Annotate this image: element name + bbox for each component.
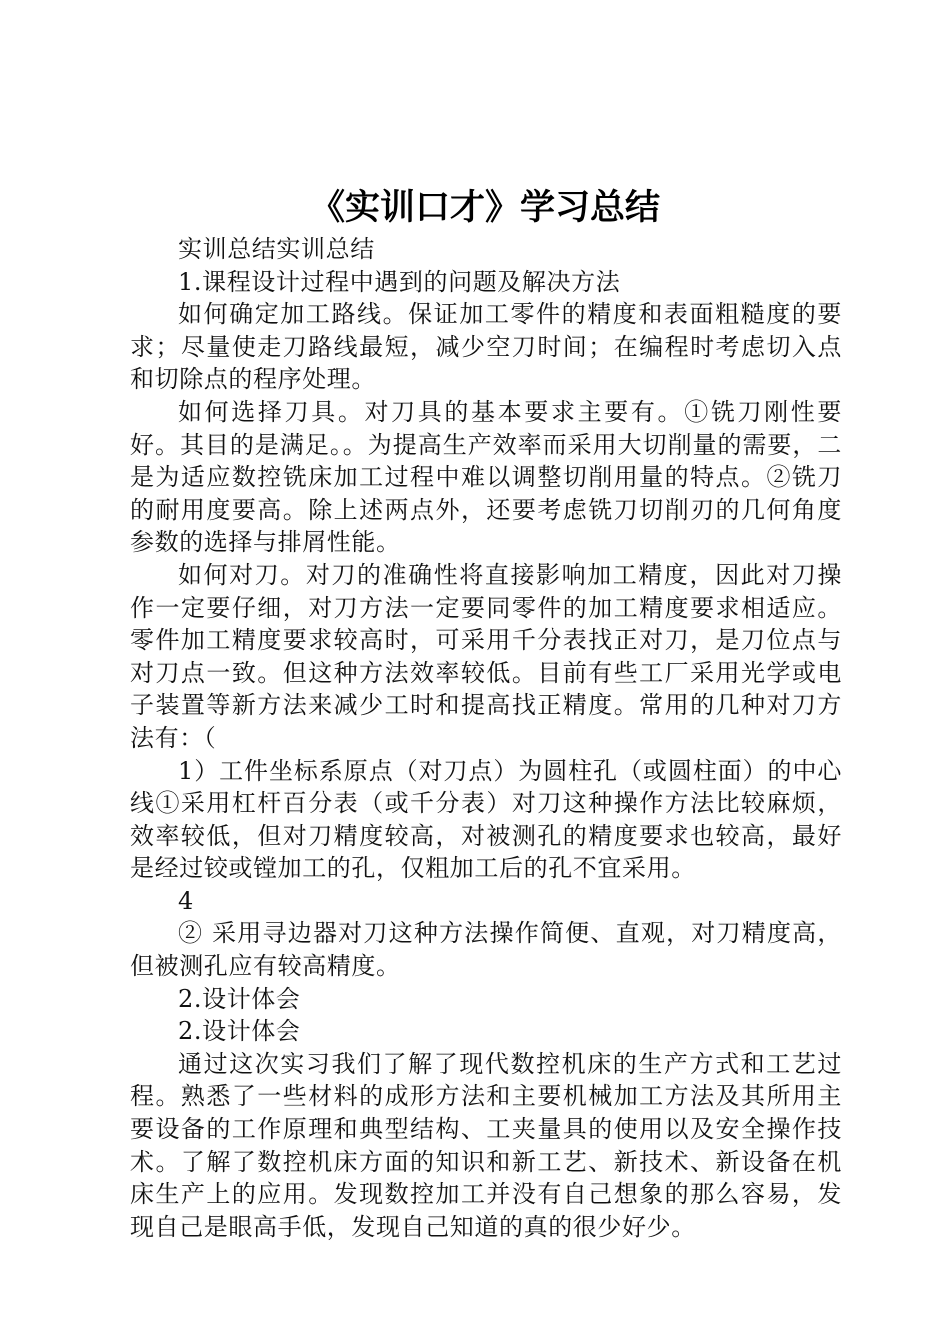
paragraph-number: 4 (178, 886, 194, 915)
paragraph-method-2: ② 采用寻边器对刀这种方法操作简便、直观，对刀精度高，但被测孔应有较高精度。 (130, 919, 842, 981)
paragraph-heading-summary: 实训总结实训总结 (178, 235, 375, 263)
paragraph-method-1: 1）工件坐标系原点（对刀点）为圆柱孔（或圆柱面）的中心线①采用杠杆百分表（或千分表）对刀这种操作方法比较麻烦，效率较低，但对刀精度较高，对被测孔的精度要求也较高，最好是经过铰或镗加工的孔，仅粗加工后的孔不宜采用。 (130, 756, 842, 883)
paragraph-section-1: 1.课程设计过程中遇到的问题及解决方法 (178, 267, 621, 296)
paragraph-machining-route: 如何确定加工路线。保证加工零件的精度和表面粗糙度的要求；尽量使走刀路线最短，减少空刀时间；在编程时考虑切入点和切除点的程序处理。 (130, 300, 842, 394)
paragraph-section-2-repeat: 2.设计体会 (178, 1017, 301, 1046)
paragraph-section-2: 2.设计体会 (178, 984, 301, 1013)
paragraph-tool-setting: 如何对刀。对刀的准确性将直接影响加工精度，因此对刀操作一定要仔细，对刀方法一定要同零件的加工精度要求相适应。零件加工精度要求较高时，可采用千分表找正对刀，是刀位点与对刀点一致。但这种方法效率较低。目前有些工厂采用光学或电子装置等新方法来减少工时和提高找正精度。常用的几种对刀方法有：（ (130, 560, 842, 752)
document-body (130, 233, 842, 1243)
paragraph-experience: 通过这次实习我们了解了现代数控机床的生产方式和工艺过程。熟悉了一些材料的成形方法和主要机械加工方法及其所用主要设备的工作原理和典型结构、工夹量具的使用以及安全操作技术。了解了数控机床方面的知识和新工艺、新技术、新设备在机床生产上的应用。发现数控加工并没有自己想象的那么容易，发现自己是眼高手低，发现自己知道的真的很少好少。 (130, 1049, 842, 1241)
document-title: 《实训口才》学习总结 (309, 188, 660, 228)
paragraph-tool-selection: 如何选择刀具。对刀具的基本要求主要有。①铣刀刚性要好。其目的是满足。。为提高生产效率而采用大切削量的需要，二是为适应数控铣床加工过程中难以调整切削用量的特点。②铣刀的耐用度要高。除上述两点外，还要考虑铣刀切削刃的几何角度参数的选择与排屑性能。 (130, 397, 842, 557)
